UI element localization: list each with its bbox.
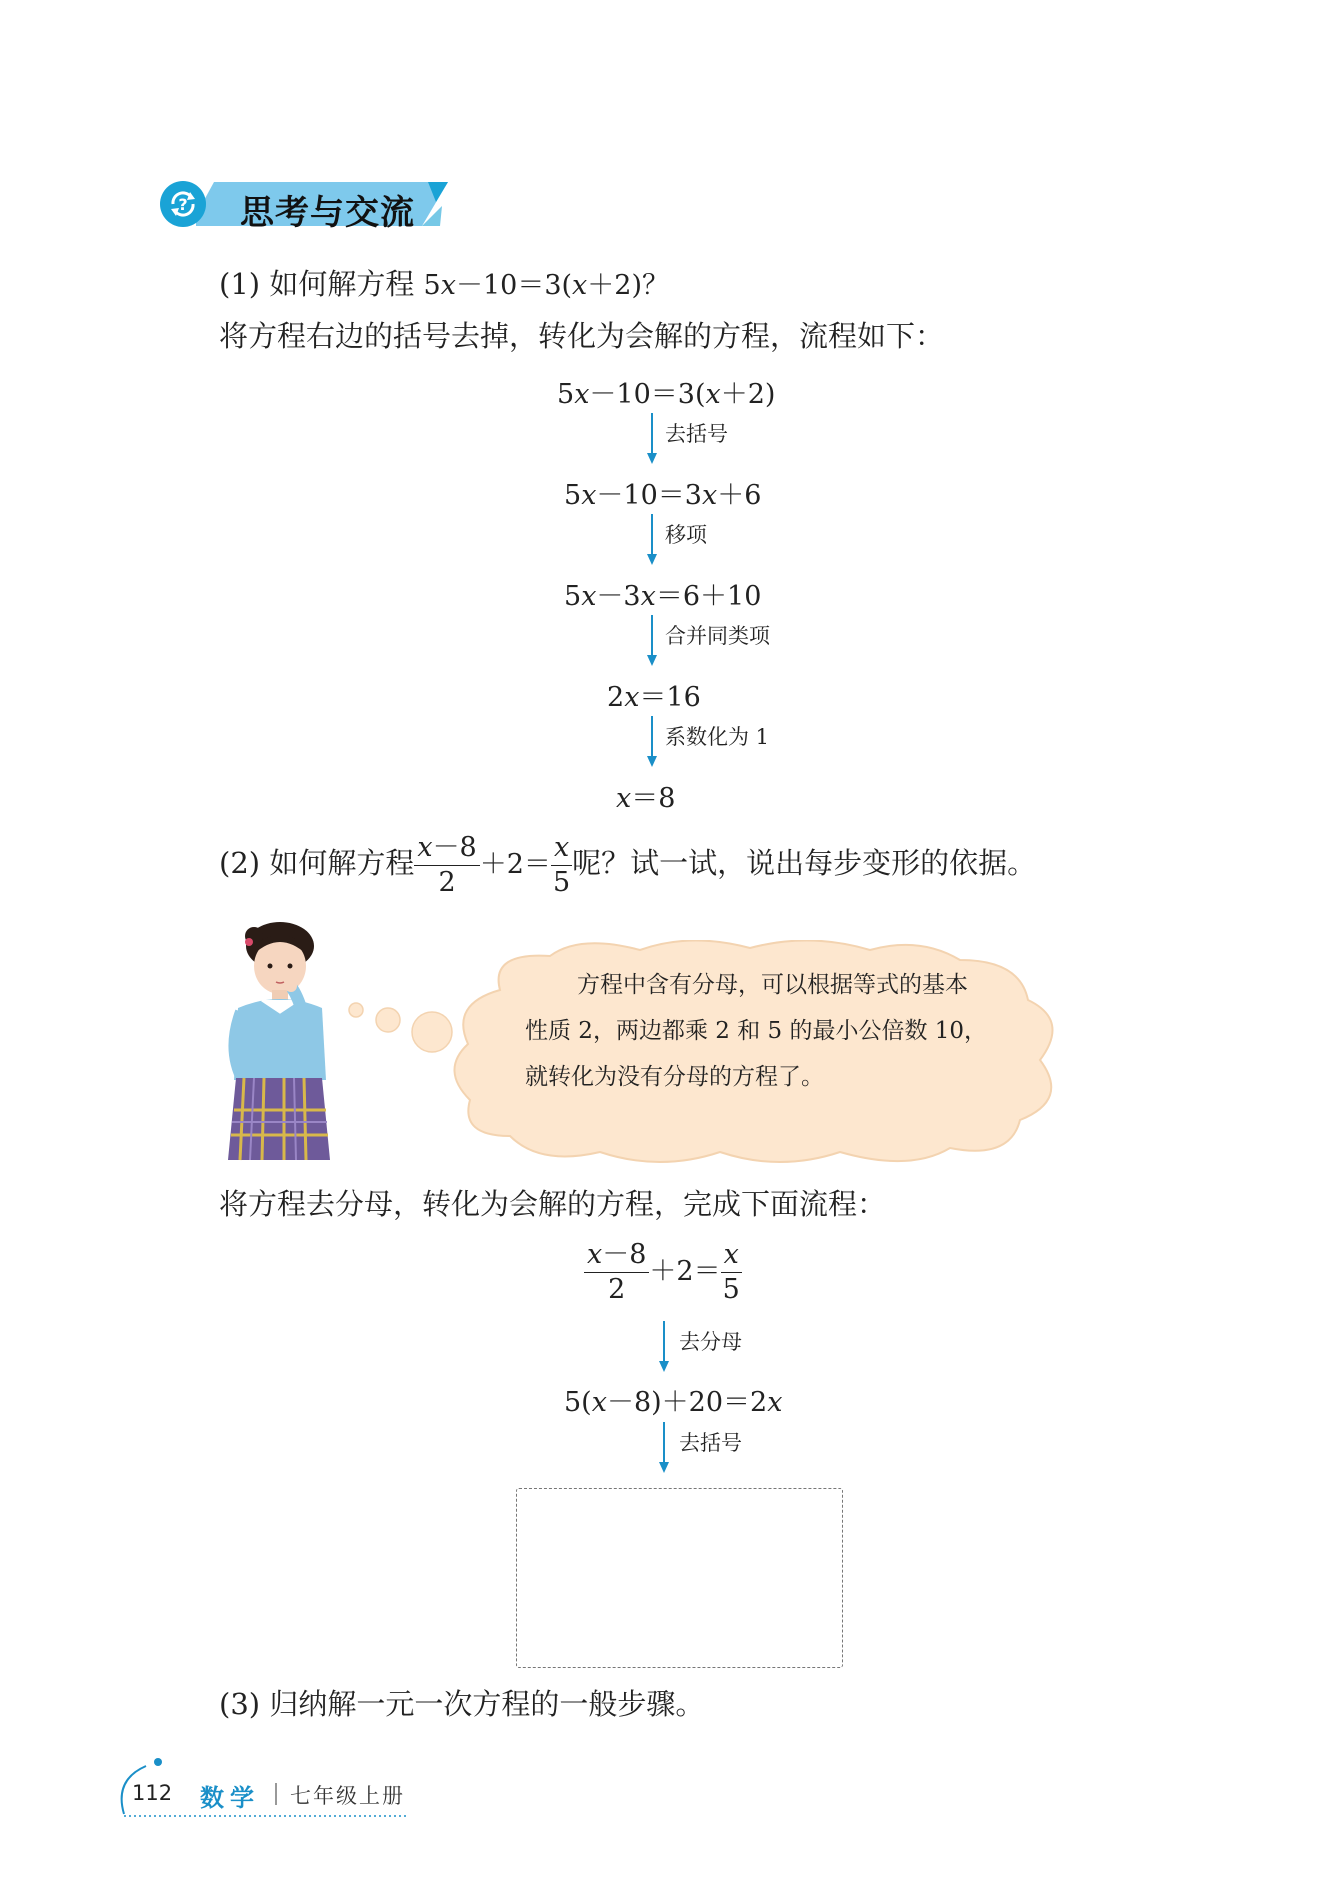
bubble-text [525,962,1045,1100]
section-title: 思考与交流 [240,193,415,233]
question-1-prompt: 如何解方程 [269,267,415,301]
answer-box[interactable] [516,1488,843,1668]
question-1-equation: 5x－10＝3(x＋2)？ [423,270,669,301]
footer-separator [275,1783,277,1805]
flow2-equation-2: 5(x－8)＋20＝2x [564,1387,783,1418]
question-1 [219,266,669,304]
down-arrow-icon [645,514,659,566]
down-arrow-icon [645,413,659,465]
question-3 [219,1686,704,1722]
question-refresh-icon [160,181,206,227]
flow1-step-2: 移项 [665,523,707,547]
bubble-line-2: 性质 2，两边都乘 2 和 5 的最小公倍数 10， [525,1018,988,1044]
flow1-equation-1: 5x－10＝3(x＋2) [557,379,776,410]
down-arrow-icon [645,615,659,667]
question-2-prompt: 如何解方程 [269,846,415,880]
flow1-equation-5: x＝8 [616,783,676,814]
page-number: 112 [132,1781,173,1805]
question-2 [219,828,1036,900]
question-2-fraction-right: $\frac{x}{5}$ [551,831,572,900]
footer-grade: 七年级上册 [290,1784,405,1808]
flow2-equation-1: $\frac{x-8}{2}$ ＋2＝ $\frac{x}{5}$ [584,1238,742,1307]
flow1-step-3: 合并同类项 [665,624,770,648]
flow1-step-1: 去括号 [665,422,728,446]
girl-thinking-illustration [214,920,334,1168]
question-1-label: (1) [219,267,261,301]
footer-subject: 数学 [200,1783,260,1812]
flow2-step-1: 去分母 [679,1330,742,1354]
down-arrow-icon [657,1422,671,1474]
question-1-intro: 将方程右边的括号去掉，转化为会解的方程，流程如下： [219,319,945,353]
flow1-equation-3: 5x－3x＝6＋10 [564,581,762,612]
question-2-mid: ＋2＝ [479,849,551,880]
flow2-step-2: 去括号 [679,1431,742,1455]
bubble-line-1: 方程中含有分母，可以根据等式的基本 [577,972,968,998]
question-2-fraction-left: $\frac{x-8}{2}$ [414,831,479,900]
flow1-step-4: 系数化为 1 [665,725,770,749]
question-3-text: 归纳解一元一次方程的一般步骤。 [269,1687,705,1721]
bubble-line-3: 就转化为没有分母的方程了。 [525,1064,824,1090]
svg-text:?: ? [178,195,188,214]
question-2-tail: 呢？试一试，说出每步变形的依据。 [572,846,1037,880]
down-arrow-icon [657,1321,671,1373]
flow1-equation-2: 5x－10＝3x＋6 [564,480,762,511]
flow1-equation-4: 2x＝16 [607,682,701,713]
down-arrow-icon [645,716,659,768]
question-2-label: (2) [219,846,261,880]
flow2-intro: 将方程去分母，转化为会解的方程，完成下面流程： [219,1187,887,1221]
question-3-label: (3) [219,1687,261,1721]
